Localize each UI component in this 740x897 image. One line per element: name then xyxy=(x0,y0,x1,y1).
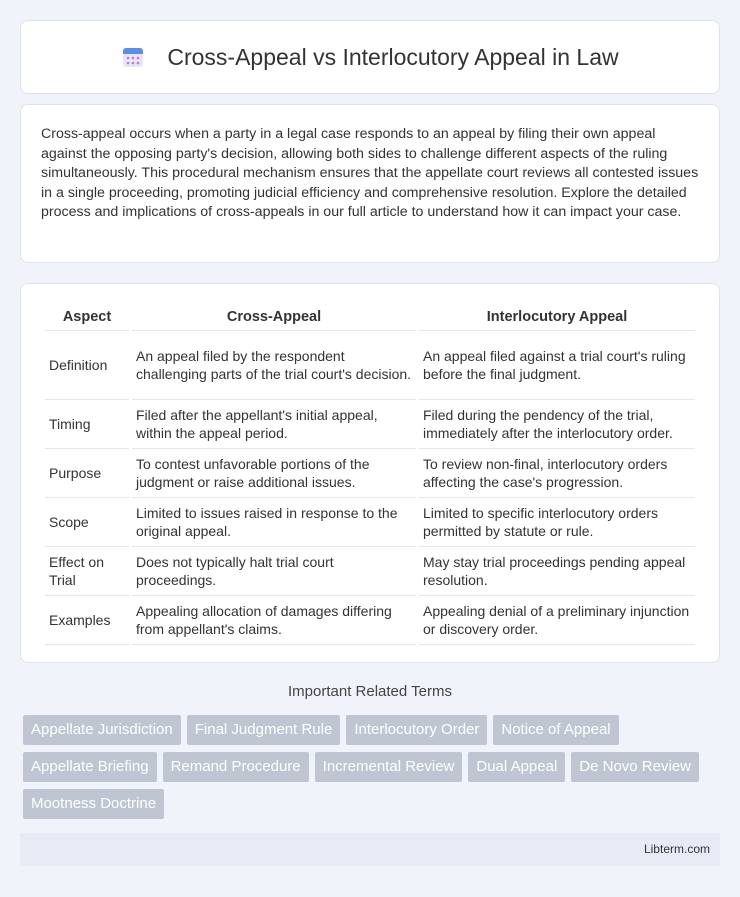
comparison-table xyxy=(42,304,698,645)
related-term-tag[interactable]: Notice of Appeal xyxy=(493,715,618,745)
aspect-cell: Examples xyxy=(45,596,129,645)
page-title: Cross-Appeal vs Interlocutory Appeal in Law xyxy=(167,43,619,70)
related-term-tag[interactable]: Remand Procedure xyxy=(163,752,309,782)
interlocutory-cell: To review non-final, interlocutory orders affecting the case's progression. xyxy=(419,449,695,498)
aspect-cell: Timing xyxy=(45,400,129,449)
interlocutory-cell: An appeal filed against a trial court's ruling before the final judgment. xyxy=(419,331,695,400)
table-row xyxy=(45,547,695,596)
table-row xyxy=(45,400,695,449)
table-row xyxy=(45,596,695,645)
aspect-cell: Definition xyxy=(45,331,129,400)
footer xyxy=(20,833,720,866)
related-term-tag[interactable]: Incremental Review xyxy=(315,752,463,782)
related-terms-list xyxy=(23,715,723,819)
cross-appeal-cell: Limited to issues raised in response to the original appeal. xyxy=(132,498,416,547)
related-term-tag[interactable]: Appellate Briefing xyxy=(23,752,157,782)
comparison-card xyxy=(20,283,720,663)
aspect-cell: Scope xyxy=(45,498,129,547)
title-card xyxy=(20,20,720,94)
interlocutory-cell: Limited to specific interlocutory orders permitted by statute or rule. xyxy=(419,498,695,547)
table-row xyxy=(45,449,695,498)
related-term-tag[interactable]: De Novo Review xyxy=(571,752,699,782)
cross-appeal-cell: Appealing allocation of damages differing from appellant's claims. xyxy=(132,596,416,645)
interlocutory-cell: May stay trial proceedings pending appeal resolution. xyxy=(419,547,695,596)
interlocutory-cell: Filed during the pendency of the trial, immediately after the interlocutory order. xyxy=(419,400,695,449)
header-cross-appeal: Cross-Appeal xyxy=(132,304,416,331)
related-term-tag[interactable]: Final Judgment Rule xyxy=(187,715,341,745)
header-aspect: Aspect xyxy=(45,304,129,331)
intro-card xyxy=(20,104,720,263)
related-term-tag[interactable]: Mootness Doctrine xyxy=(23,789,164,819)
related-term-tag[interactable]: Appellate Jurisdiction xyxy=(23,715,181,745)
related-terms-title: Important Related Terms xyxy=(288,683,452,700)
aspect-cell: Effect on Trial xyxy=(45,547,129,596)
calendar-icon xyxy=(121,45,145,69)
cross-appeal-cell: Does not typically halt trial court proceedings. xyxy=(132,547,416,596)
footer-site-link[interactable]: Libterm.com xyxy=(643,842,710,856)
table-row xyxy=(45,331,695,400)
cross-appeal-cell: An appeal filed by the respondent challenging parts of the trial court's decision. xyxy=(132,331,416,400)
related-term-tag[interactable]: Dual Appeal xyxy=(468,752,565,782)
table-row xyxy=(45,498,695,547)
intro-text: Cross-appeal occurs when a party in a legal case responds to an appeal by filing their own appeal against the opposing party's decision, allowing both sides to challenge different aspects of the ruling simultaneously. This procedural mechanism ensures that the appellate court reviews all contested issues in a single proceeding, promoting judicial efficiency and comprehensive resolution. Explore the detailed process and implications of cross-appeals in our full article to understand how it can impact your case. xyxy=(41,126,699,221)
cross-appeal-cell: Filed after the appellant's initial appeal, within the appeal period. xyxy=(132,400,416,449)
aspect-cell: Purpose xyxy=(45,449,129,498)
interlocutory-cell: Appealing denial of a preliminary injunction or discovery order. xyxy=(419,596,695,645)
related-term-tag[interactable]: Interlocutory Order xyxy=(346,715,487,745)
table-header-row xyxy=(45,304,695,331)
cross-appeal-cell: To contest unfavorable portions of the judgment or raise additional issues. xyxy=(132,449,416,498)
header-interlocutory-appeal: Interlocutory Appeal xyxy=(419,304,695,331)
